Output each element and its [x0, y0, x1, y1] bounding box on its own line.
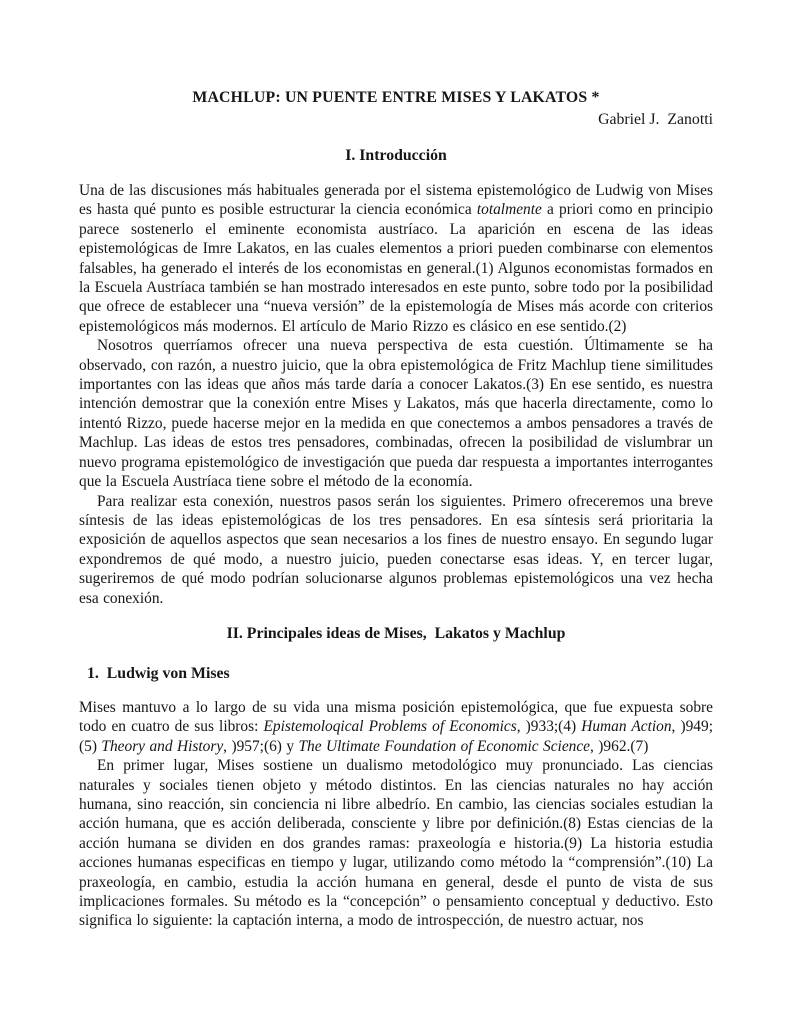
- paragraph: Mises mantuvo a lo largo de su vida una misma posición epistemológica, que fue expuesta sobre todo en cuatro de sus libros: Epistemoloqical Problems of Economics, )933;(4) Human Action, )949;(5) Theory and History, )957;(6) y The Ultimate Foundation of Economic Science, )962.(7): [79, 698, 713, 755]
- paragraph: Para realizar esta conexión, nuestros pasos serán los siguientes. Primero ofreceremos una breve síntesis de las ideas epistemológicas de los tres pensadores. En esa síntesis será prioritaria la exposición de aquellos aspectos que sean necesarios a los fines de nuestro ensayo. En segundo lugar expondremos de qué modo, a nuestro juicio, pueden conectarse esas ideas. Y, en tercer lugar, sugeriremos de qué modo podrían solucionarse algunos problemas epistemológicos una vez hecha esa conexión.: [79, 492, 713, 607]
- subheading: 1. Ludwig von Mises: [87, 664, 230, 682]
- section-heading: II. Principales ideas de Mises, Lakatos y Machlup: [226, 624, 566, 642]
- author-line: Gabriel J. Zanotti: [598, 111, 713, 128]
- document-title: MACHLUP: UN PUENTE ENTRE MISES Y LAKATOS *: [192, 89, 600, 106]
- section-heading: I. Introducción: [345, 147, 447, 164]
- paragraph: Nosotros querríamos ofrecer una nueva perspectiva de esta cuestión. Últimamente se ha observado, con razón, a nuestro juicio, que la obra epistemológica de Fritz Machlup tiene similitudes importantes con las ideas que años más tarde daría a conocer Lakatos.(3) En ese sentido, es nuestra intención demostrar que la conexión entre Mises y Lakatos, más que hacerla directamente, como lo intentó Rizzo, puede hacerse mejor en la medida en que conectemos a ambos pensadores a través de Machlup. Las ideas de estos tres pensadores, combinadas, ofrecen la posibilidad de vislumbrar un nuevo programa epistemológico de investigación que pueda dar respuesta a importantes interrogantes que la Escuela Austríaca tiene sobre el método de la economía.: [79, 337, 713, 491]
- text-column: [79, 88, 713, 931]
- paragraph: Una de las discusiones más habituales generada por el sistema epistemológico de Ludwig von Mises es hasta qué punto es posible estructurar la ciencia económica totalmente a priori como en principio parece sostenerlo el eminente economista austríaco. La aparición en escena de las ideas epistemológicas de Imre Lakatos, en las cuales elementos a priori pueden combinarse con elementos falsables, ha generado el interés de los economistas en general.(1) Algunos economistas formados en la Escuela Austríaca también se han mostrado interesados en este punto, sobre todo por la posibilidad que ofrece de establecer una “nueva versión” de la epistemología de Mises más acorde con criterios epistemológicos más modernos. El artículo de Mario Rizzo es clásico en ese sentido.(2): [79, 182, 713, 335]
- paragraph: En primer lugar, Mises sostiene un dualismo metodológico muy pronunciado. Las ciencias naturales y sociales tienen objeto y método distintos. En las ciencias naturales no hay acción humana, sino reacción, sin conciencia ni libre albedrío. En cambio, las ciencias sociales estudian la acción humana, que es acción deliberada, consciente y libre por definición.(8) Estas ciencias de la acción humana se dividen en dos grandes ramas: praxeología e historia.(9) La historia estudia acciones humanas especificas en tiempo y lugar, utilizando como método la “comprensión”.(10) La praxeología, en cambio, estudia la acción humana en general, desde el punto de vista de sus implicaciones formales. Su método es la “concepción” o pensamiento conceptual y deductivo. Esto significa lo siguiente: la captación interna, a modo de introspección, de nuestro actuar, nos: [79, 757, 713, 930]
- document-body: [79, 146, 713, 931]
